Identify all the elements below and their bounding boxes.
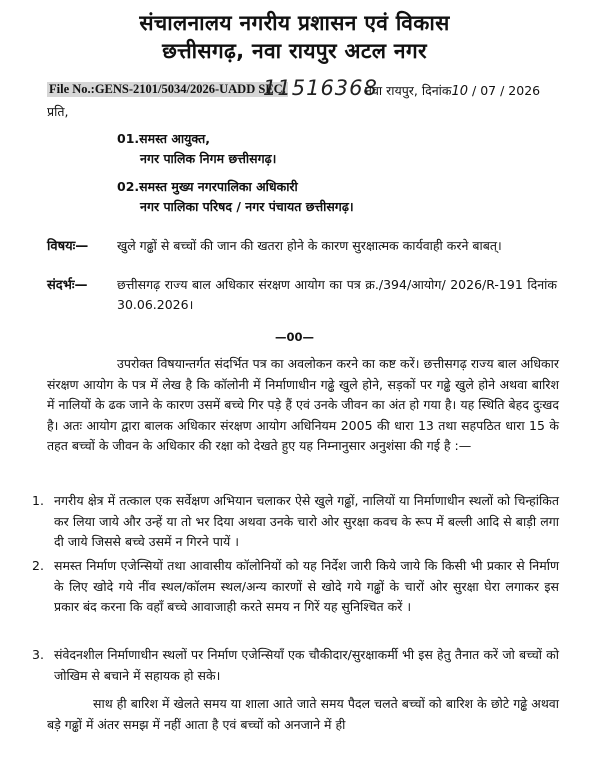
subject-text: खुले गढ्ढों से बच्चों की जान की खतरा होने के कारण सुरक्षात्मक कार्यवाही करने बाबत्। (117, 238, 502, 253)
file-number: File No.:GENS-2101/5034/2026-UADD SEC. (49, 82, 286, 96)
file-number-line (47, 78, 559, 104)
date-place: नवा रायपुर, दिनांक (365, 83, 452, 98)
addressee-2 (117, 177, 354, 217)
date-line (365, 82, 540, 99)
item-number: 2. (32, 558, 44, 573)
item-text: नगरीय क्षेत्र में तत्काल एक सर्वेक्षण अभियान चलाकर ऐसे खुले गढ्ढों, नालियों या निर्माणाधीन स्थलों को चिन्हांकित कर लिया जाये और उन्हें या तो भर दिया अथवा उनके चारो ओर सुरक्षा कवच के रूप में बल्ली आदि से बाड़ी लगा दी जाये जिससे बच्चे उसमें न गिरने पायें । (54, 493, 559, 549)
subject-label: विषयः— (47, 239, 89, 254)
addressee-1-body: नगर पालिक निगम छत्तीसगढ़। (140, 151, 277, 166)
addressee-2-title: 02.समस्त मुख्य नगरपालिका अधिकारी (117, 179, 298, 194)
recommendation-item-3 (32, 645, 559, 686)
item-number: 3. (32, 647, 44, 662)
addressee-1 (117, 129, 276, 169)
recipient-label: प्रति, (47, 104, 69, 119)
handwritten-number: 11516368 (263, 76, 378, 100)
body-paragraph-1: उपरोक्त विषयान्तर्गत संदर्भित पत्र का अवलोकन करने का कष्ट करें। छत्तीसगढ़ राज्य बाल अधिकार संरक्षण आयोग के पत्र में लेख है कि कॉलोनी में निर्माणाधीन गढ्ढे खुले होने, सड़कों पर गढ्ढे खुले होने अथवा बारिश में नालियों के ढक जाने के कारण उसमें बच्चे गिर पड़े हैं एवं उनके जीवन का अंत हो गया है। यह स्थिति बेहद दुःखद है। अतः आयोग द्वारा बालक अधिकार संरक्षण आयोग अधिनियम 2005 की धारा 13 तथा सहपठित धारा 15 के तहत बच्चों के जीवन के अधिकार की रक्षा को देखते हुए यह निम्नानुसार अनुशंसा की गई है :— (47, 356, 559, 453)
item-text: समस्त निर्माण एजेन्सियों तथा आवासीय कॉलोनियों को यह निर्देश जारी किये जाये कि किसी भी प्रकार से निर्माण के लिए खोदे गये नींव स्थल/कॉलम स्थल/अन्य कारणों से खोदे गये गढ्ढों के चारों ओर सुरक्षा घेरा लगाकर इस प्रकार बंद करना कि वहाँ बच्चे आवाजाही करते समय न गिरें यह सुनिश्चित करें । (54, 558, 559, 614)
addressee-2-body: नगर पालिका परिषद / नगर पंचायत छत्तीसगढ़। (140, 199, 354, 214)
body-paragraph-2: साथ ही बारिश में खेलते समय या शाला आते जाते समय पैदल चलते बच्चों को बारिश के छोटे गढ्ढे अथवा बड़े गढ्ढों में अंतर समझ में नहीं आता है एवं बच्चों को अनजाने में ही (47, 696, 559, 732)
header-title-line2: छत्तीसगढ़, नवा रायपुर अटल नगर (162, 39, 427, 63)
date-month-year: / 07 / 2026 (472, 83, 541, 98)
addressee-1-title: 01.समस्त आयुक्त, (117, 131, 211, 146)
reference-text: छत्तीसगढ़ राज्य बाल अधिकार संरक्षण आयोग का पत्र क्र./394/आयोग/ 2026/R-191 दिनांक 30.06.2026। (117, 277, 557, 312)
reference-label: संदर्भः— (47, 278, 88, 293)
item-text: संवेदनशील निर्माणाधीन स्थलों पर निर्माण एजेन्सियाँ एक चौकीदार/सुरक्षाकर्मी भी इस हेतु तैनात करें जो बच्चों को जोखिम से बचाने में सहायक हो सके। (54, 647, 559, 683)
recommendation-item-1 (32, 491, 559, 553)
date-day: 10 (451, 84, 469, 99)
recommendation-item-2 (32, 556, 559, 618)
item-number: 1. (32, 493, 44, 508)
section-separator: —00— (274, 330, 314, 344)
header-title-line1: संचालनालय नगरीय प्रशासन एवं विकास (139, 11, 450, 35)
